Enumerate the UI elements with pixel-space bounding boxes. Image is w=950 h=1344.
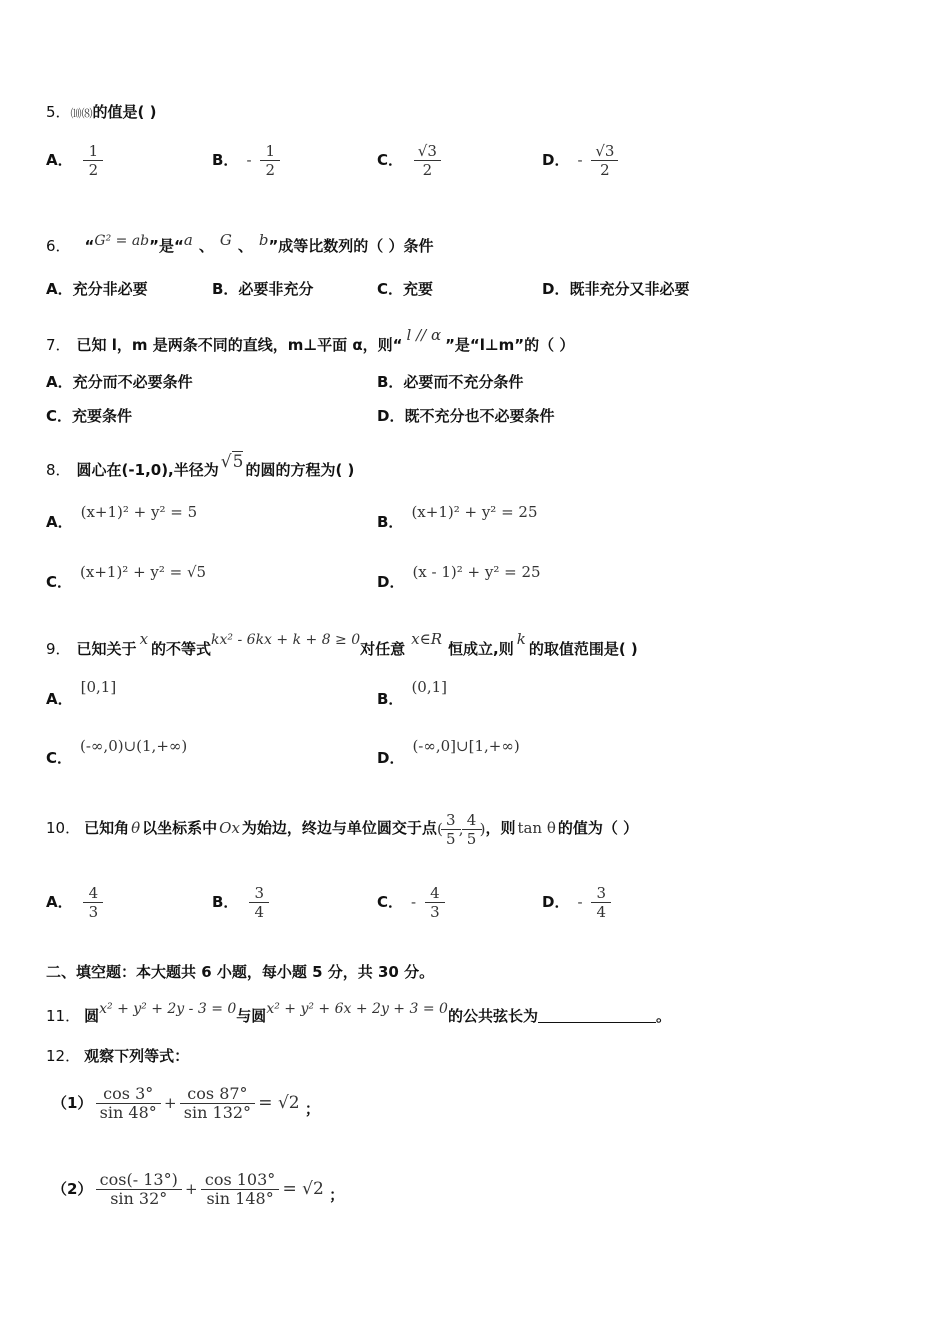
q11-stem: 11． 圆x² + y² + 2y - 3 = 0与圆x² + y² + 6x + 2y + 3 = 0的公共弦长为 。	[46, 1001, 671, 1025]
q10-option-b[interactable]: B． $\frac{3}{4}$	[212, 884, 267, 921]
q5-option-b[interactable]: B． - $\frac{1}{2}$	[212, 142, 278, 179]
q7-option-b[interactable]: B．必要而不充分条件	[377, 373, 524, 391]
q5-option-d-fraction: $\frac{√3}{2}$	[593, 142, 616, 179]
q7-option-d[interactable]: D．既不充分也不必要条件	[377, 407, 555, 425]
q5-option-b-fraction: $\frac{1}{2}$	[262, 142, 278, 179]
q12-equation-2: （2） $\frac{\cos(- 13^\circ)}{\sin 32^\circ}$ + $\frac{\cos 103^\circ}{\sin 148^\circ}$ = √2 ；	[52, 1170, 345, 1208]
q7-option-a[interactable]: A．充分而不必要条件	[46, 373, 193, 391]
q9-inequality: kx² - 6kx + k + 8 ≥ 0	[211, 632, 361, 648]
q6-formula: G² = ab	[94, 233, 150, 249]
q5-option-c[interactable]: C． $\frac{√3}{2}$	[377, 142, 439, 179]
q8-option-a[interactable]: A．(x+1)² + y² = 5	[46, 503, 198, 531]
q11-circle1: x² + y² + 2y - 3 = 0	[99, 1001, 237, 1017]
q9-option-b[interactable]: B．(0,1]	[377, 678, 447, 708]
section2-title: 二、填空题：本大题共 6 小题，每小题 5 分，共 30 分。	[46, 963, 435, 981]
q8-stem: 8． 圆心在(-1,0),半径为 √5 的圆的方程为( )	[46, 452, 355, 479]
q7-stem: 7． 已知 l，m 是两条不同的直线，m⊥平面 α，则“l // α”是“l⊥m”的（ ）	[46, 326, 575, 354]
q9-stem: 9． 已知关于x的不等式kx² - 6kx + k + 8 ≥ 0对任意x∈R恒成立,则k的取值范围是( )	[46, 630, 638, 658]
q8-radius: √5	[220, 452, 244, 472]
q9-option-d[interactable]: D．(-∞,0]∪[1,+∞)	[377, 737, 520, 767]
q9-option-c[interactable]: C．(-∞,0)∪(1,+∞)	[46, 737, 188, 767]
q6-option-c[interactable]: C．充要	[377, 280, 434, 298]
q11-circle2: x² + y² + 6x + 2y + 3 = 0	[266, 1001, 448, 1017]
q6-option-a[interactable]: A．充分非必要	[46, 280, 148, 298]
q10-point: ( $\frac{3}{5}$ , $\frac{4}{5}$ )	[436, 811, 486, 848]
q5-option-a-fraction: $\frac{1}{2}$	[85, 142, 101, 179]
q5-expression: ⑽⑻	[70, 107, 93, 120]
q12-stem: 12． 观察下列等式：	[46, 1047, 190, 1065]
q5-option-a[interactable]: A． $\frac{1}{2}$	[46, 142, 101, 179]
q5-option-d[interactable]: D． - $\frac{√3}{2}$	[542, 142, 616, 179]
q7-option-c[interactable]: C．充要条件	[46, 407, 133, 425]
q8-option-d[interactable]: D．(x - 1)² + y² = 25	[377, 563, 541, 591]
q5-number: 5．	[46, 103, 71, 121]
q5-text: 的值是( )	[92, 103, 157, 121]
q8-option-c[interactable]: C．(x+1)² + y² = √5	[46, 563, 207, 591]
q7-formula: l // α	[406, 326, 442, 344]
q5-stem	[46, 102, 156, 124]
q6-option-d[interactable]: D．既非充分又非必要	[542, 280, 690, 298]
q6-option-b[interactable]: B．必要非充分	[212, 280, 314, 298]
q6-stem: 6． “G² = ab”是“a 、 G 、 b”成等比数列的（ ）条件	[46, 231, 434, 255]
q10-option-a[interactable]: A． $\frac{4}{3}$	[46, 884, 101, 921]
q10-option-c[interactable]: C． - $\frac{4}{3}$	[377, 884, 443, 921]
q5-option-c-fraction: $\frac{√3}{2}$	[416, 142, 439, 179]
q10-stem: 10． 已知角 θ 以坐标系中 Ox 为始边，终边与单位圆交于点( $\frac{3}{5}$ , $\frac{4}{5}$ )，则 tan θ 的值为（ ）	[46, 811, 639, 848]
q10-option-d[interactable]: D． - $\frac{3}{4}$	[542, 884, 609, 921]
q11-answer-blank[interactable]	[538, 1022, 656, 1023]
q12-equation-1: （1） $\frac{\cos 3^\circ}{\sin 48^\circ}$ + $\frac{\cos 87^\circ}{\sin 132^\circ}$ = √2 ；	[52, 1084, 320, 1122]
q8-option-b[interactable]: B．(x+1)² + y² = 25	[377, 503, 538, 531]
q9-option-a[interactable]: A．[0,1]	[46, 678, 117, 708]
